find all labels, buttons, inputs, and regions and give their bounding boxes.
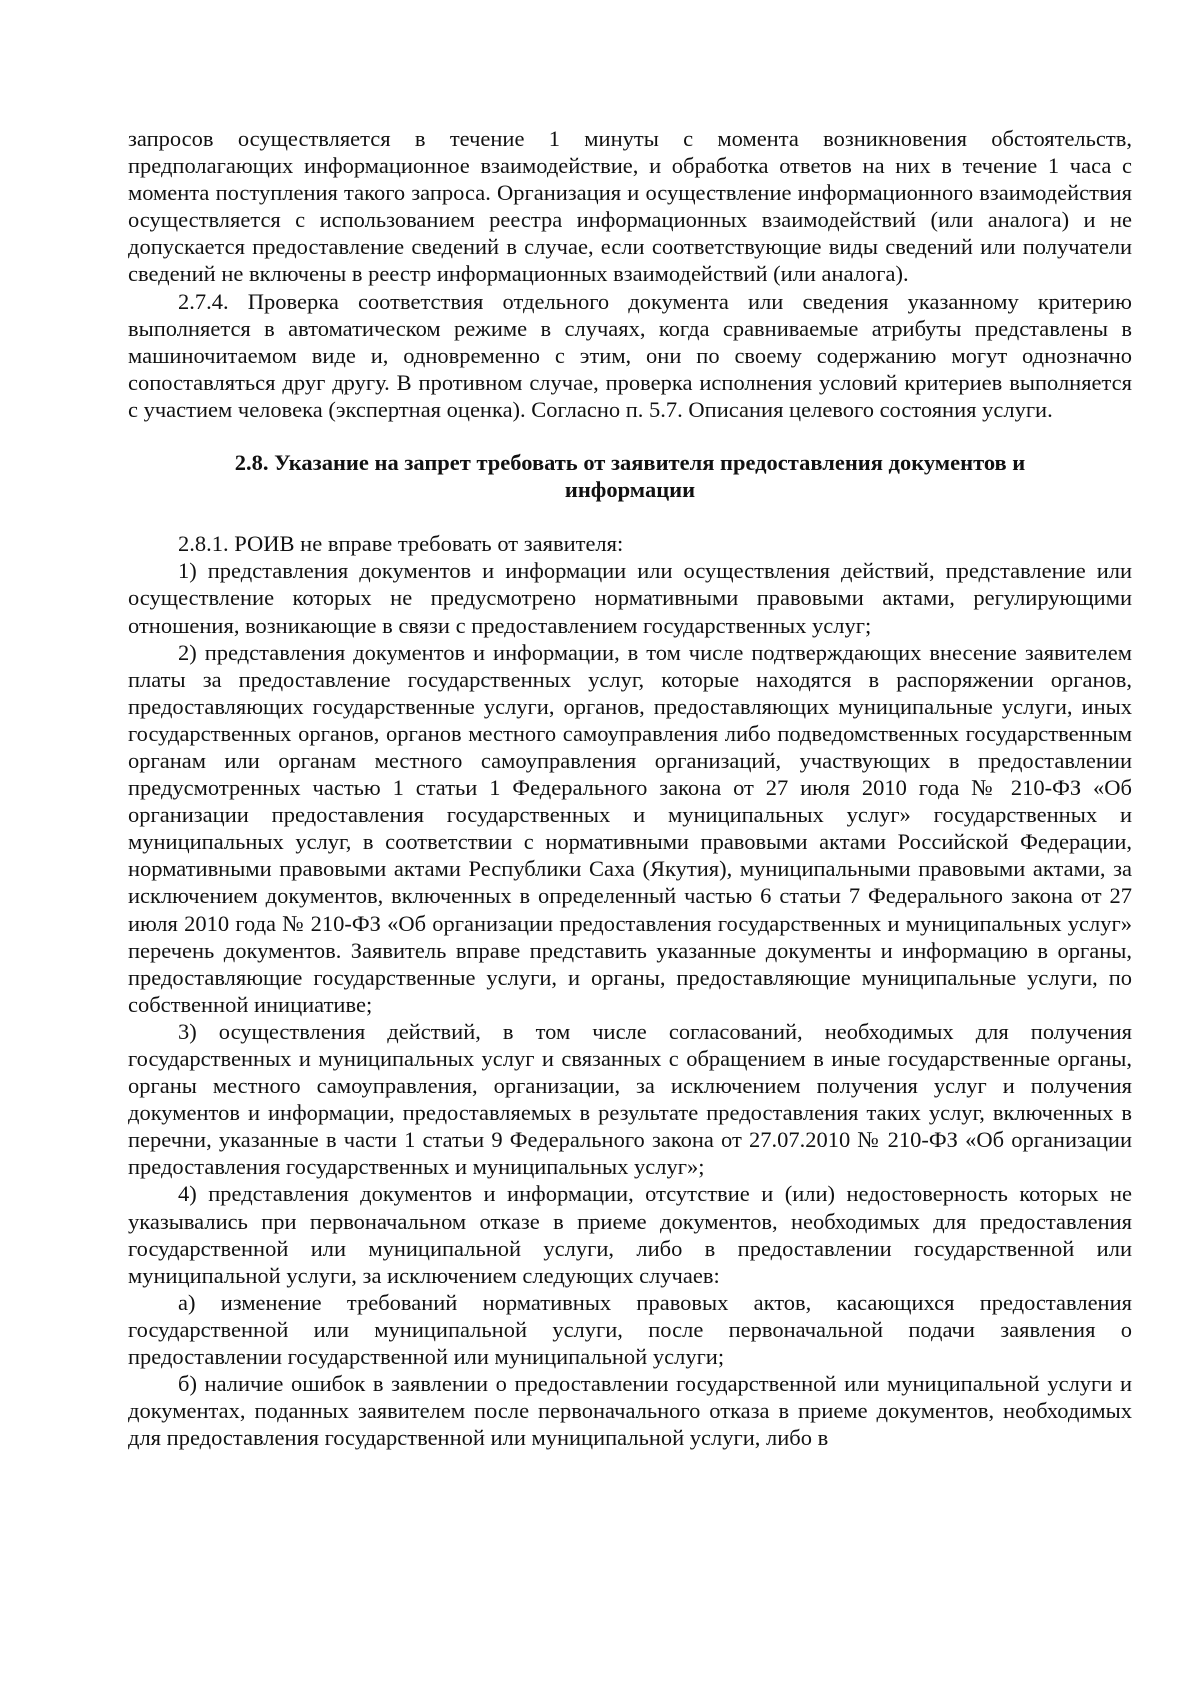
document-body <box>128 125 1132 1451</box>
paragraph-2-7-4: 2.7.4. Проверка соответствия отдельного документа или сведения указанному критерию выполняется в автоматическом режиме в случаях, когда сравниваемые атрибуты представлены в машиночитаемом виде и, одновременно с этим, они по своему содержанию могут однозначно сопоставляться друг другу. В противном случае, проверка исполнения условий критериев выполняется с участием человека (экспертная оценка). Согласно п. 5.7. Описания целевого состояния услуги. <box>128 288 1132 422</box>
list-item-3: 3) осуществления действий, в том числе согласований, необходимых для получения государственных и муниципальных услуг и связанных с обращением в иные государственные органы, органы местного самоуправления, организации, за исключением получения услуг и получения документов и информации, предоставляемых в результате предоставления таких услуг, включенных в перечни, указанные в части 1 статьи 9 Федерального закона от 27.07.2010 № 210-ФЗ «Об организации предоставления государственных и муниципальных услуг»; <box>128 1018 1132 1180</box>
paragraph-2-8-1: 2.8.1. РОИВ не вправе требовать от заявителя: <box>178 531 624 557</box>
sub-item-b: б) наличие ошибок в заявлении о предоставлении государственной или муниципальной услуги и документах, поданных заявителем после первоначального отказа в приеме документов, необходимых для предоставления государственной или муниципальной услуги, либо в <box>128 1371 1132 1451</box>
paragraph-continuation: запросов осуществляется в течение 1 минуты с момента возникновения обстоятельств, предполагающих информационное взаимодействие, и обработка ответов на них в течение 1 часа с момента поступления такого запроса. Организация и осуществление информационного взаимодействия осуществляется с использованием реестра информационных взаимодействий (или аналога) и не допускается предоставление сведений в случае, если соответствующие виды сведений или получатели сведений не включены в реестр информационных взаимодействий (или аналога). <box>128 126 1132 287</box>
section-heading-2-8: 2.8. Указание на запрет требовать от заявителя предоставления документов и информации <box>234 450 1026 503</box>
list-item-2: 2) представления документов и информации, в том числе подтверждающих внесение заявителем платы за предоставление государственных услуг, которые находятся в распоряжении органов, предоставляющих государственные услуги, органов, предоставляющих муниципальные услуги, иных государственных органов, органов местного самоуправления либо подведомственных государственным органам или органам местного самоуправления организаций, участвующих в предоставлении предусмотренных частью 1 статьи 1 Федерального закона от 27 июля 2010 года № 210-ФЗ «Об организации предоставления государственных и муниципальных услуг» государственных и муниципальных услуг, в соответствии с нормативными правовыми актами Российской Федерации, нормативными правовыми актами Республики Саха (Якутия), муниципальными правовыми актами, за исключением документов, включенных в определенный частью 6 статьи 7 Федерального закона от 27 июля 2010 года № 210-ФЗ «Об организации предоставления государственных и муниципальных услуг» перечень документов. Заявитель вправе представить указанные документы и информацию в органы, предоставляющие государственные услуги, и органы, предоставляющие муниципальные услуги, по собственной инициативе; <box>128 639 1132 1017</box>
sub-item-a: а) изменение требований нормативных правовых актов, касающихся предоставления государственной или муниципальной услуги, после первоначальной подачи заявления о предоставлении государственной или муниципальной услуги; <box>128 1289 1132 1370</box>
list-item-1: 1) представления документов и информации или осуществления действий, представление или осуществление которых не предусмотрено нормативными правовыми актами, регулирующими отношения, возникающие в связи с предоставлением государственных услуг; <box>128 558 1132 638</box>
list-item-4: 4) представления документов и информации, отсутствие и (или) недостоверность которых не указывались при первоначальном отказе в приеме документов, необходимых для предоставления государственной или муниципальной услуги, либо в предоставлении государственной или муниципальной услуги, за исключением следующих случаев: <box>128 1181 1132 1288</box>
